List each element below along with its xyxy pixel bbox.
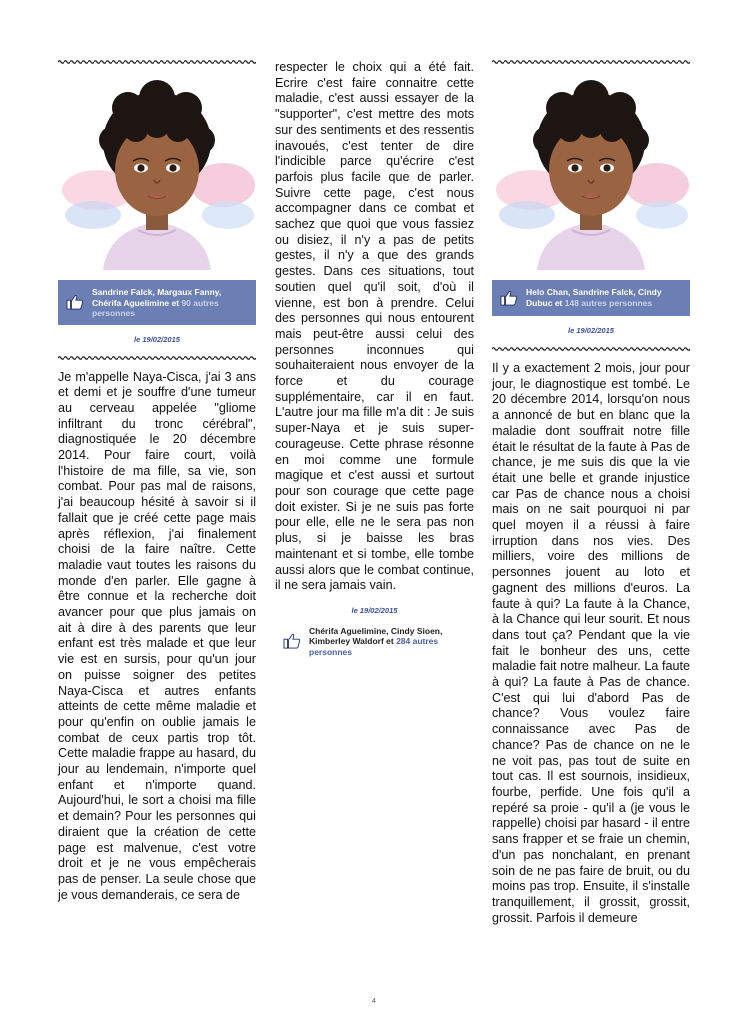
wavy-divider bbox=[492, 58, 690, 66]
likes-names: Chérifa Aguelimine, Cindy Sioen, Kimberley Waldorf bbox=[309, 625, 443, 647]
column-3 bbox=[492, 58, 690, 926]
likes-names: Sandrine Falck, Margaux Fanny, Chérifa Aguelimine bbox=[92, 287, 222, 308]
wavy-divider bbox=[58, 58, 256, 66]
thumbs-up-icon bbox=[500, 290, 518, 306]
child-portrait-illustration bbox=[58, 70, 256, 270]
likes-connector: et bbox=[169, 297, 182, 308]
post-date: le 19/02/2015 bbox=[568, 326, 614, 335]
post-text-continued: respecter le choix qui a été fait. Ecrire c'est faire connaitre cette maladie, c'est aussi essayer de la "supporter", c'est mettre des mots sur des sentiments et des ressentis inavoués, c'est tenter de dire l'indicible parce qu'écrire c'est parfois plus facile que de parler. Suivre cette page, c'est nous accompagner dans ce combat et sachez que quoi que vous fassiez ou disiez, il n'y a pas de petits gestes, il n'y a que des grands gestes. Dans ces situations, tout soutien quel qu'il soit, d'où il vienne, est bon à prendre. Celui des personnes qui nous entourent mais peut-être aussi celui des personnes inconnues qui souhaiteraient nous envoyer de la force et du courage supplémentaire, car il en faut. L'autre jour ma fille m'a dit : Je suis super-Naya et je suis super-courageuse. Cette phrase résonne en moi comme une formule magique et c'est aussi et surtout pour son courage que cette page doit exister. Si je ne suis pas forte pour elle, elle ne le sera pas non plus, si je baisse les bras maintenant et si tombe, elle tombe aussi alors que le combat continue, il ne sera jamais vain. bbox=[275, 60, 474, 593]
likes-names: Helo Chan, Sandrine Falck, Cindy Dubuc bbox=[526, 287, 662, 308]
likes-connector: et bbox=[552, 297, 565, 308]
page-number: 4 bbox=[372, 998, 376, 1005]
likes-box[interactable] bbox=[492, 280, 690, 316]
likes-box[interactable] bbox=[58, 280, 256, 325]
wavy-divider bbox=[58, 354, 256, 362]
likes-box[interactable] bbox=[275, 619, 474, 664]
likes-others-link[interactable]: 148 autres personnes bbox=[564, 297, 653, 308]
column-2 bbox=[275, 60, 474, 663]
child-portrait-illustration bbox=[492, 70, 690, 270]
column-1 bbox=[58, 58, 256, 903]
likes-others-link[interactable]: 90 autres personnes bbox=[92, 297, 219, 318]
thumbs-up-icon bbox=[66, 294, 84, 310]
post-text: Je m'appelle Naya-Cisca, j'ai 3 ans et demi et je souffre d'une tumeur au cerveau appelée "gliome infiltrant du tronc cérébral", diagnostiquée le 20 décembre 2014. Pour faire court, voilà l'histoire de ma fille, sa vie, son combat. Pour pas mal de raisons, j'ai beaucoup hésité à savoir si il fallait que je créé cette page mais après réflexion, j'ai finalement choisi de la faire naître. Cette maladie vaut toutes les raisons du monde d'en parler. Elle gagne à être connue et la recherche doit avancer pour que plus jamais on ait à dire à des parents que leur enfant est très malade et que leur vie est en sursis, pour qu'un jour on puisse soigner des petites Naya-Cisca et autres enfants atteints de cette même maladie et pour qu'enfin on oublie jamais le combat de ceux partis trop tôt. Cette maladie frappe au hasard, du jour au lendemain, n'importe quel enfant et n'importe quand. Aujourd'hui, le sort a choisi ma fille et demain? Pour les personnes qui diraient que la création de cette page est malvenue, c'est votre droit et je ne vous empêcherais pas de penser. La seule chose que je vous demanderais, ce sera de bbox=[58, 369, 256, 902]
likes-connector: et bbox=[383, 636, 397, 647]
wavy-divider bbox=[492, 345, 690, 353]
thumbs-up-icon bbox=[283, 633, 301, 649]
post-text: Il y a exactement 2 mois, jour pour jour, le diagnostique est tombé. Le 20 décembre 2014, lorsqu'on nous a annoncé de but en blanc que la maladie dont souffrait notre fille était le résultat de la faute à Pas de chance, je me suis dis que la vie était une belle et grande injustice car Pas de chance nous a choisi mais on ne sait pourquoi ni par quel moyen il a réussi à faire irruption dans nos vies. Des milliers, voire des millions de personnes jouent au loto et gagnent des millions d'euros. La faute à qui? La faute à la Chance, à la Chance qui leur sourit. Et nous dans tout ça? Pendant que la vie fait le bonheur des uns, cette maladie fait notre malheur. La faute à qui? La faute à Pas de chance. C'est qui lui d'abord Pas de chance? Vous voulez faire connaissance avec Pas de chance? Pas de chance on ne le ne voit pas, pas tout de suite en tout cas. Il est sournois, insidieux, fourbe, perfide. Une fois qu'il a repéré sa proie - qu'il a (je vous le rappelle) choisi par hasard - il entre sans frapper et se fraie un chemin, d'un pas nonchalant, en prenant soin de ne pas faire de bruit, ou du moins pas trop. Ensuite, il s'installe tranquillement, il grossit, grossit, grossit. Parfois il demeure bbox=[492, 361, 690, 925]
post-date: le 19/02/2015 bbox=[134, 334, 180, 344]
post-date: le 19/02/2015 bbox=[351, 605, 398, 615]
likes-others-link[interactable]: 284 autres personnes bbox=[309, 636, 439, 657]
